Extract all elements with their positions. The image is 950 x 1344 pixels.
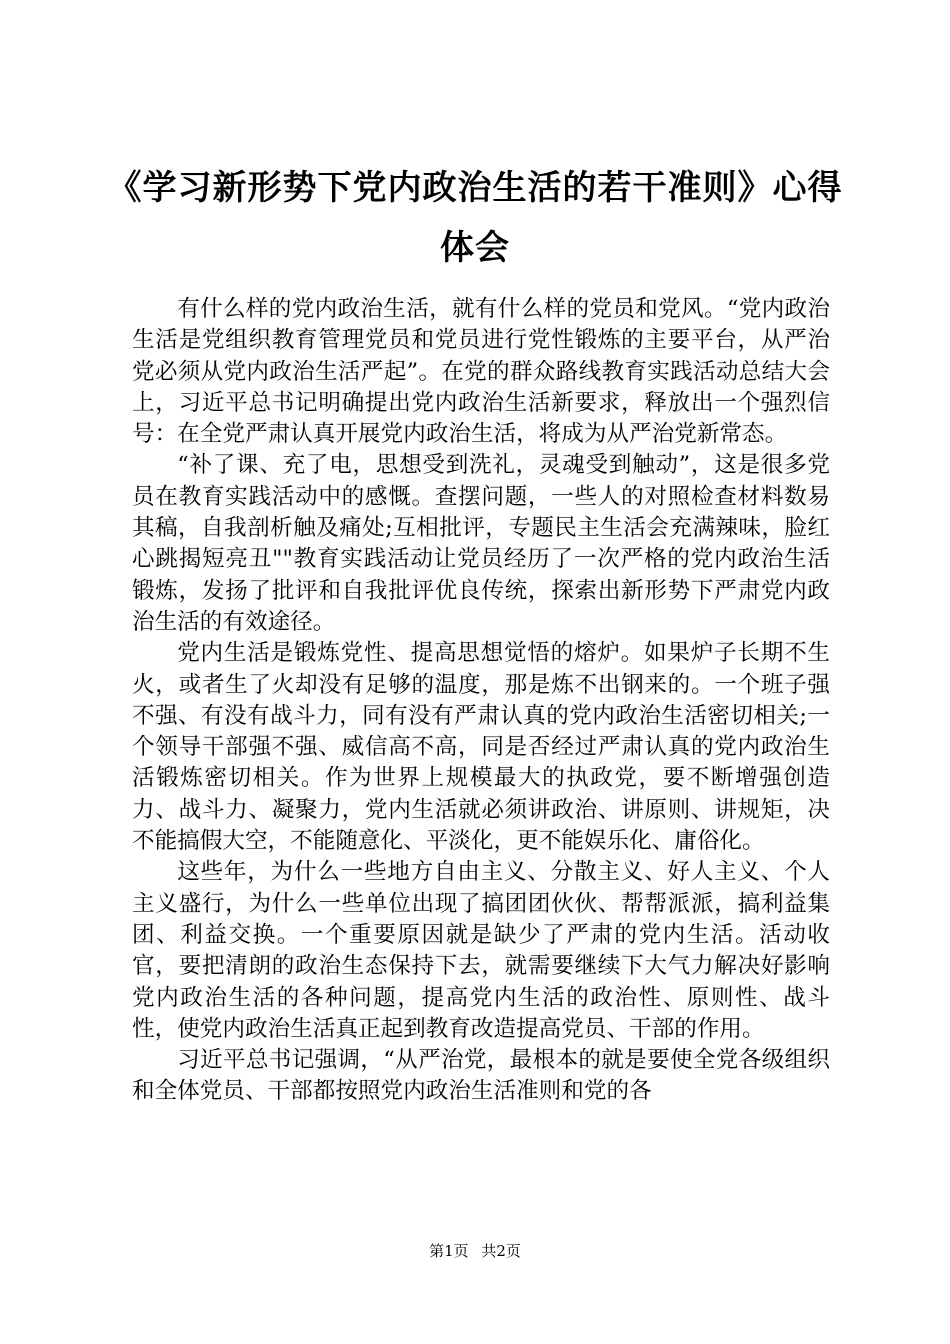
paragraph-2: “补了课、充了电，思想受到洗礼，灵魂受到触动”，这是很多党员在教育实践活动中的感慨。查摆问题，一些人的对照检查材料数易其稿，自我剖析触及痛处;互相批评，专题民主生活会充满辣味，脸红心跳揭短亮丑""教育实践活动让党员经历了一次严格的党内政治生活锻炼，发扬了批评和自我批评优良传统，探索出新形势下严肃党内政治生活的有效途径。	[132, 452, 830, 635]
paragraph-3: 党内生活是锻炼党性、提高思想觉悟的熔炉。如果炉子长期不生火，或者生了火却没有足够的温度，那是炼不出钢来的。一个班子强不强、有没有战斗力，同有没有严肃认真的党内政治生活密切相关;一个领导干部强不强、威信高不高，同是否经过严肃认真的党内政治生活锻炼密切相关。作为世界上规模最大的执政党，要不断增强创造力、战斗力、凝聚力，党内生活就必须讲政治、讲原则、讲规矩，决不能搞假大空，不能随意化、平淡化，更不能娱乐化、庸俗化。	[132, 640, 830, 855]
page-number-current: 第1页	[429, 1242, 469, 1260]
paragraph-5: 习近平总书记强调，“从严治党，最根本的就是要使全党各级组织和全体党员、干部都按照党内政治生活准则和党的各	[132, 1047, 830, 1105]
page-number-total: 共2页	[481, 1242, 521, 1260]
paragraph-1: 有什么样的党内政治生活，就有什么样的党员和党风。“党内政治生活是党组织教育管理党员和党员进行党性锻炼的主要平台，从严治党必须从党内政治生活严起”。在党的群众路线教育实践活动总结大会上，习近平总书记明确提出党内政治生活新要求，释放出一个强烈信号：在全党严肃认真开展党内政治生活，将成为从严治党新常态。	[132, 296, 830, 448]
page-footer	[0, 1241, 950, 1261]
document-title: 《学习新形势下党内政治生活的若干准则》心得体会	[107, 168, 843, 268]
paragraph-4: 这些年，为什么一些地方自由主义、分散主义、好人主义、个人主义盛行，为什么一些单位出现了搞团团伙伙、帮帮派派，搞利益集团、利益交换。一个重要原因就是缺少了严肃的党内生活。活动收官，要把清朗的政治生态保持下去，就需要继续下大气力解决好影响党内政治生活的各种问题，提高党内生活的政治性、原则性、战斗性，使党内政治生活真正起到教育改造提高党员、干部的作用。	[132, 859, 830, 1042]
document-body	[132, 294, 830, 1108]
